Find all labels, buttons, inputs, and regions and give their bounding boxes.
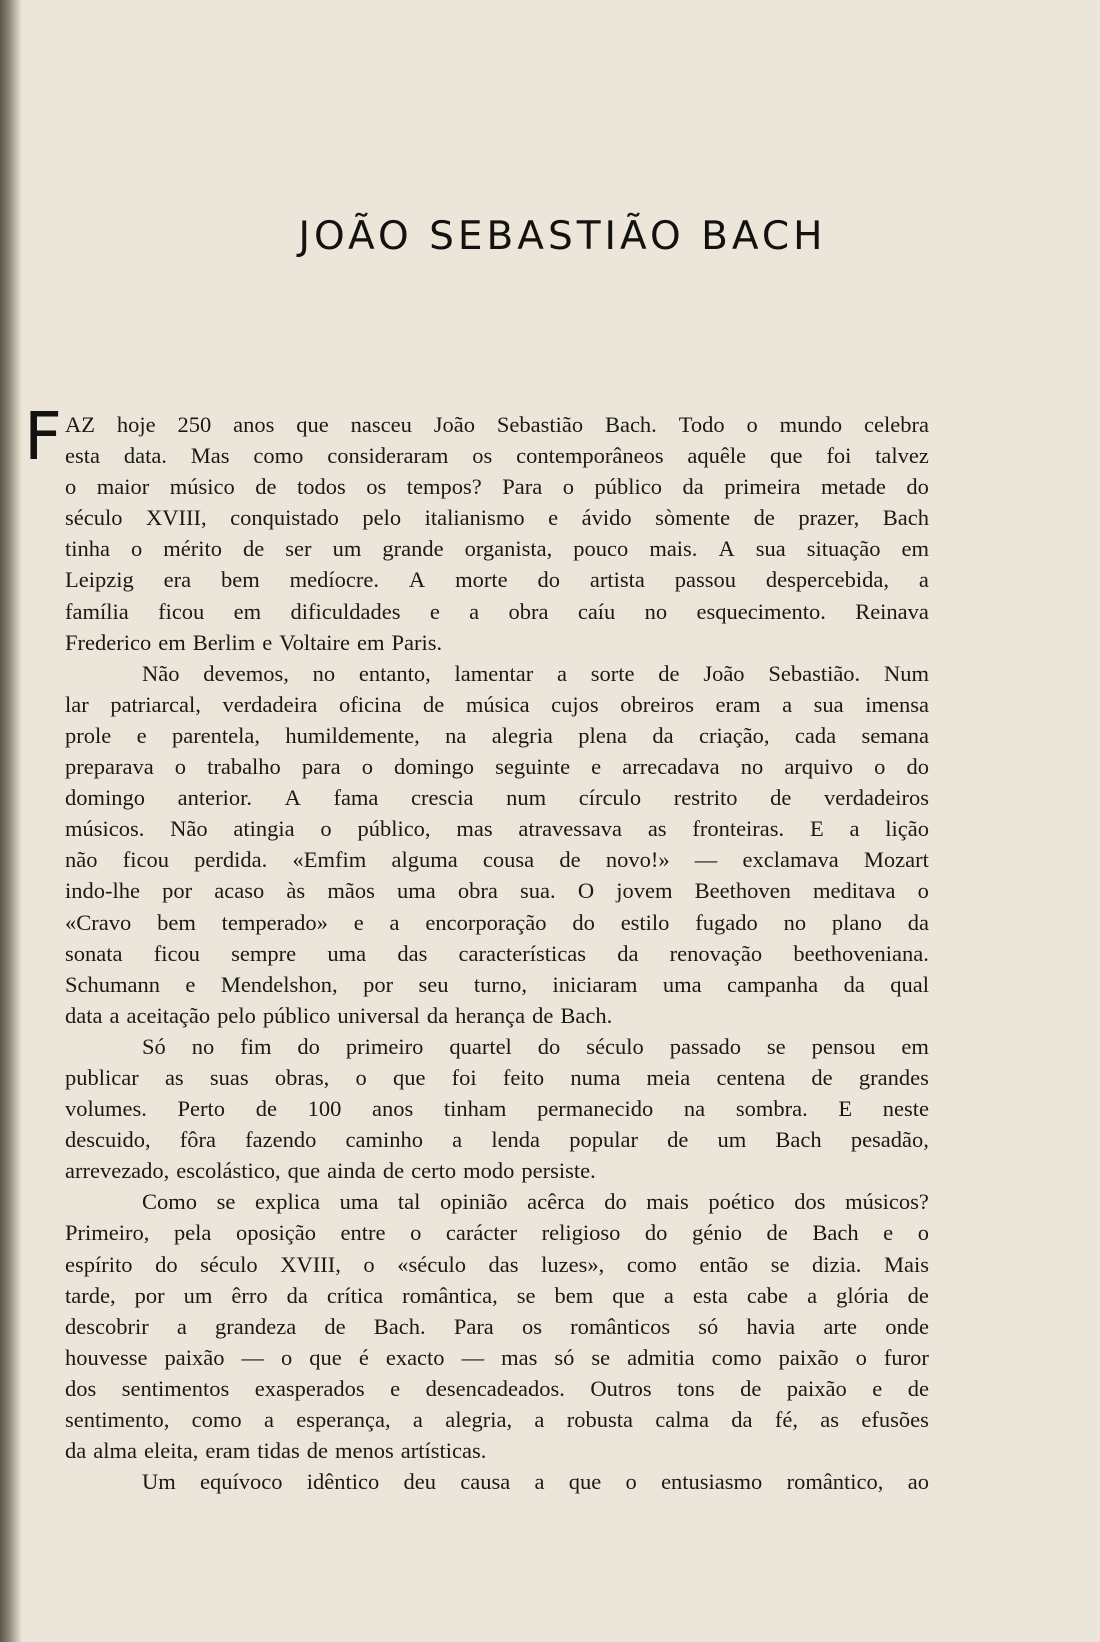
text-line: Primeiro, pela oposição entre o carácter religioso do génio de Bach e o: [65, 1220, 929, 1246]
text-line: Schumann e Mendelshon, por seu turno, iniciaram uma campanha da qual: [65, 971, 929, 997]
text-line: sonata ficou sempre uma das características da renovação beethoveniana.: [65, 940, 929, 966]
text-line: Frederico em Berlim e Voltaire em Paris.: [65, 629, 443, 655]
text-line: sentimento, como a esperança, a alegria, a robusta calma da fé, as efusões: [65, 1407, 929, 1432]
text-line: Só no fim do primeiro quartel do século passado se pensou em: [142, 1033, 929, 1059]
text-line: esta data. Mas como consideraram os contemporâneos aquêle que foi talvez: [65, 443, 929, 469]
text-line: preparava o trabalho para o domingo seguinte e arrecadava no arquivo o do: [65, 754, 929, 780]
text-line: prole e parentela, humildemente, na alegria plena da criação, cada semana: [65, 722, 929, 748]
text-line: músicos. Não atingia o público, mas atravessava as fronteiras. E a lição: [65, 816, 929, 842]
text-line: tarde, por um êrro da crítica romântica, se bem que a esta cabe a glória de: [65, 1282, 929, 1308]
text-line: descuido, fôra fazendo caminho a lenda popular de um Bach pesadão,: [65, 1127, 929, 1153]
text-line: século XVIII, conquistado pelo italianismo e ávido sòmente de prazer, Bach: [65, 505, 929, 531]
text-line: data a aceitação pelo público universal da herança de Bach.: [65, 1002, 613, 1028]
text-line: houvesse paixão — o que é exacto — mas só se admitia como paixão o furor: [65, 1344, 929, 1370]
text-line: não ficou perdida. «Emfim alguma cousa de novo!» — exclamava Mozart: [65, 847, 929, 873]
text-line: Um equívoco idêntico deu causa a que o entusiasmo romântico, ao: [142, 1469, 929, 1495]
text-line: o maior músico de todos os tempos? Para o público da primeira metade do: [65, 474, 929, 500]
text-line: Leipzig era bem medíocre. A morte do artista passou despercebida, a: [65, 567, 929, 593]
text-line: publicar as suas obras, o que foi feito numa meia centena de grandes: [65, 1064, 929, 1090]
text-line: descobrir a grandeza de Bach. Para os românticos só havia arte onde: [65, 1313, 929, 1339]
text-line: dos sentimentos exasperados e desencadeados. Outros tons de paixão e de: [65, 1375, 929, 1401]
text-line: espírito do século XVIII, o «século das luzes», como então se dizia. Mais: [65, 1251, 929, 1277]
text-line: tinha o mérito de ser um grande organista, pouco mais. A sua situação em: [65, 536, 929, 562]
text-line: lar patriarcal, verdadeira oficina de música cujos obreiros eram a sua imensa: [65, 691, 929, 717]
text-line: família ficou em dificuldades e a obra caíu no esquecimento. Reinava: [65, 598, 929, 624]
text-line: AZ hoje 250 anos que nasceu João Sebastião Bach. Todo o mundo celebra: [65, 412, 929, 437]
text-line: domingo anterior. A fama crescia num círculo restrito de verdadeiros: [65, 785, 929, 811]
text-line: Não devemos, no entanto, lamentar a sorte de João Sebastião. Num: [142, 660, 929, 686]
text-line: Como se explica uma tal opinião acêrca do mais poético dos músicos?: [142, 1189, 929, 1215]
text-line: arrevezado, escolástico, que ainda de certo modo persiste.: [65, 1158, 596, 1184]
article-body: [65, 409, 929, 1497]
article-title: JOÃO SEBASTIÃO BACH: [298, 214, 827, 260]
drop-cap: F: [24, 398, 62, 475]
text-line: da alma eleita, eram tidas de menos artísticas.: [65, 1438, 487, 1464]
text-line: «Cravo bem temperado» e a encorporação do estilo fugado no plano da: [65, 909, 929, 935]
text-line: indo-lhe por acaso às mãos uma obra sua. O jovem Beethoven meditava o: [65, 878, 929, 904]
text-line: volumes. Perto de 100 anos tinham permanecido na sombra. E neste: [65, 1096, 929, 1122]
